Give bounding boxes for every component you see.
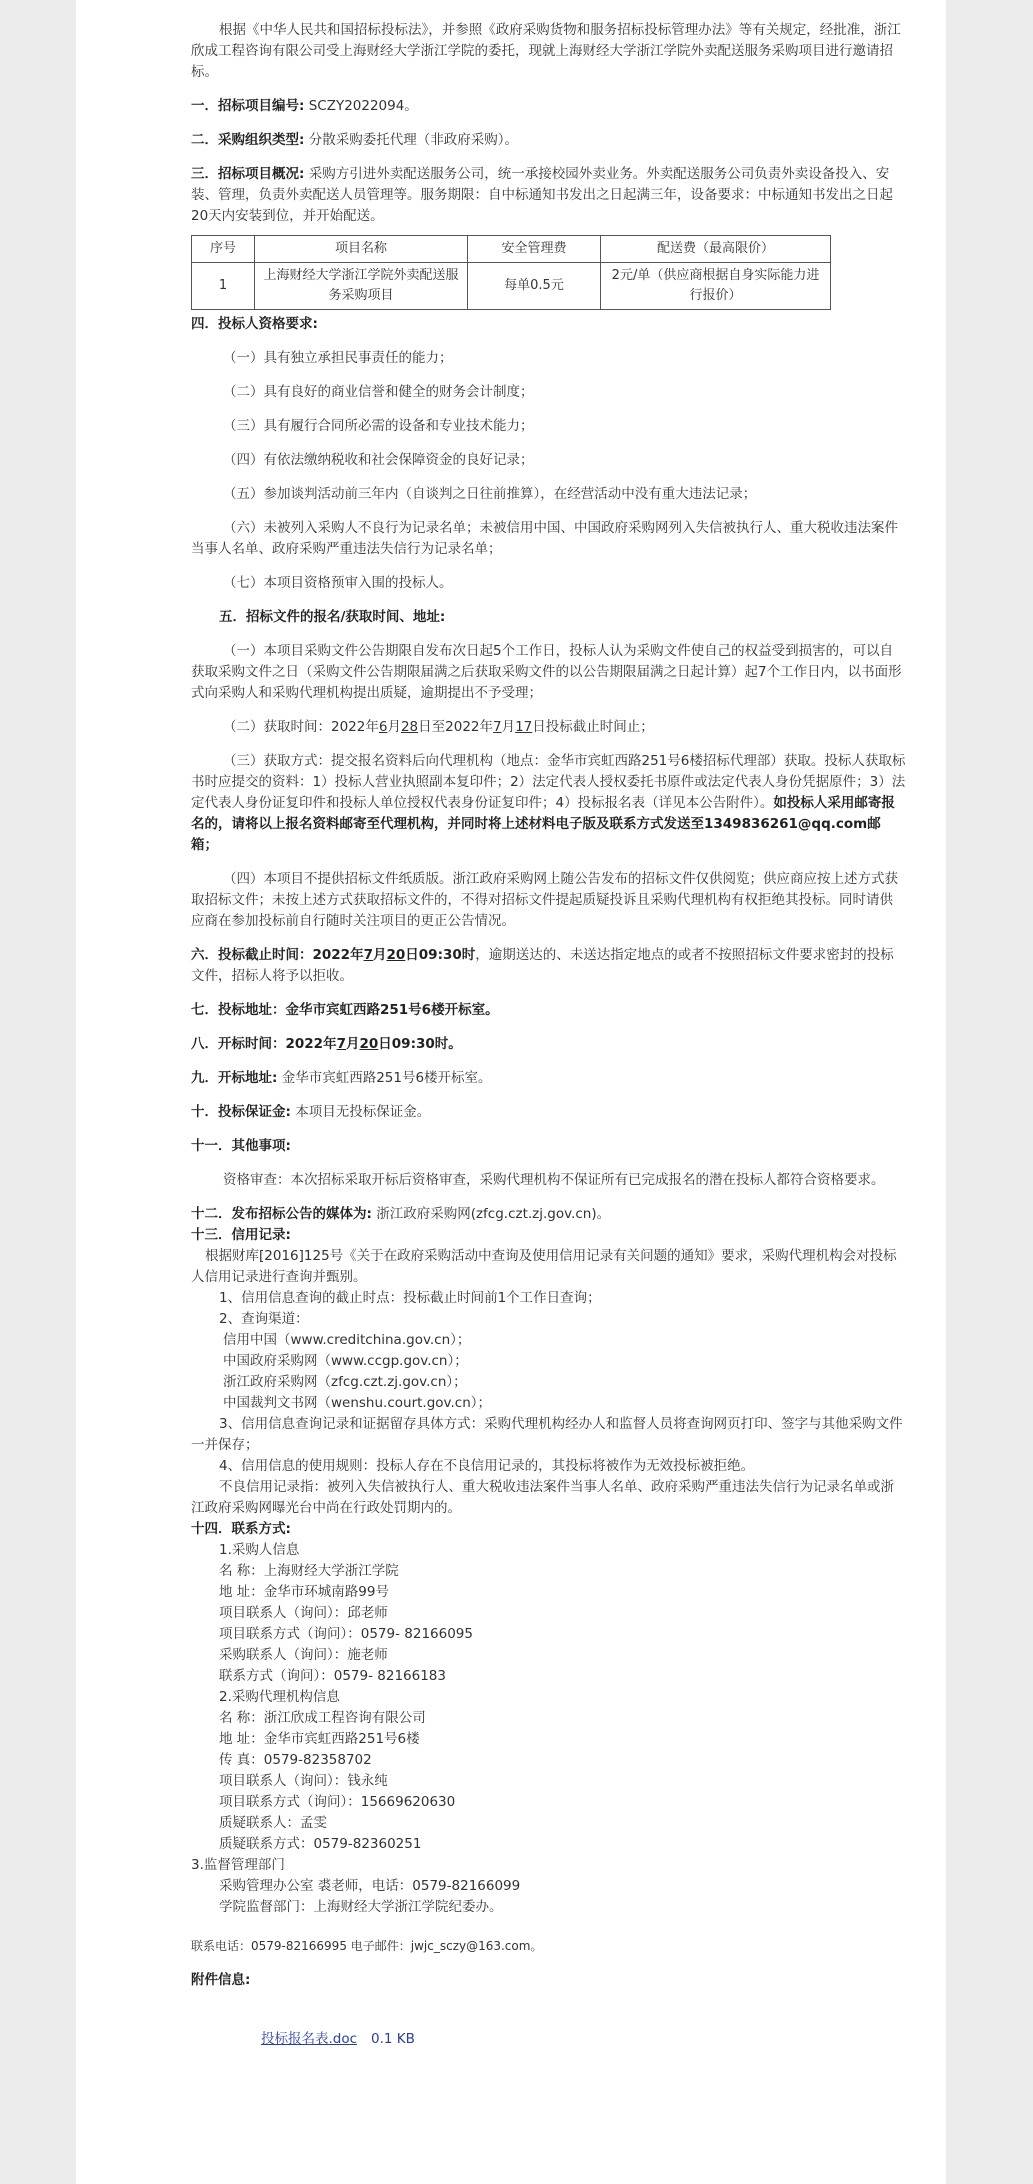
date-day: 20 [359,1036,379,1052]
table-header: 序号 [192,236,255,263]
section-5-p2 [191,717,906,738]
section-10-text: 本项目无投标保证金。 [290,1104,431,1120]
section-3 [191,164,906,227]
contact-line: 名 称：上海财经大学浙江学院 [219,1563,399,1579]
section-1-title: 一．招标项目编号: [191,98,305,114]
section-7: 七．投标地址：金华市宾虹西路251号6楼开标室。 [191,1002,499,1018]
contact-line: 质疑联系方式：0579-82360251 [219,1836,422,1852]
contact-line: 项目联系方式（询问）：15669620630 [219,1794,456,1810]
section-6-title [191,947,475,963]
table-header-row [192,236,831,263]
credit-channel: 信用中国（www.creditchina.gov.cn）； [223,1332,471,1348]
qualification-item: （七）本项目资格预审入围的投标人。 [223,575,453,591]
section-13-title: 十三．信用记录: [191,1227,291,1243]
date-day: 20 [386,947,406,963]
section-4-title: 四．投标人资格要求: [191,316,318,332]
date-month: 7 [493,719,502,735]
footer-contact: 联系电话：0579-82166995 电子邮件：jwjc_sczy@163.com。 [191,1939,543,1953]
text-span: 月 [501,719,516,735]
attachments-title: 附件信息: [191,1972,251,1988]
section-11-text: 资格审查：本次招标采取开标后资格审查，采购代理机构不保证所有已完成报名的潜在投标人都符合资格要求。 [223,1172,885,1188]
qualification-item: （四）有依法缴纳税收和社会保障资金的良好记录； [223,452,534,468]
section-6-text: ，逾期送达的、未送达指定地点的或者不按照招标文件要求密封的投标文件，招标人将予以拒收。 [191,947,894,984]
section-13-intro: 根据财库[2016]125号《关于在政府采购活动中查询及使用信用记录有关问题的通知》要求，采购代理机构会对投标人信用记录进行查询并甄别。 [191,1248,897,1285]
text-span: 日投标截止时间止； [532,719,654,735]
table-header: 项目名称 [255,236,468,263]
credit-rule: 4、信用信息的使用规则：投标人存在不良信用记录的，其投标将被作为无效投标被拒绝。 [219,1458,755,1474]
text-span: 月 [387,719,401,735]
section-12-title: 十二．发布招标公告的媒体为: [191,1206,372,1222]
credit-rule: 1、信用信息查询的截止时点：投标截止时间前1个工作日查询； [219,1290,601,1306]
section-12-text: 浙江政府采购网(zfcg.czt.zj.gov.cn)。 [371,1206,611,1222]
contact-line: 项目联系人（询问）：钱永纯 [219,1773,388,1789]
project-table [191,235,831,310]
section-3-title: 三．招标项目概况: [191,166,305,182]
section-5-p3 [191,751,906,856]
contact-group-title: 2.采购代理机构信息 [219,1689,340,1705]
text-span: 日09:30时。 [378,1036,462,1052]
attachment-size: 0.1 KB [371,2031,415,2047]
date-day: 17 [515,719,533,735]
section-2-title: 二．采购组织类型: [191,132,305,148]
table-cell: 上海财经大学浙江学院外卖配送服务采购项目 [255,263,468,310]
contact-line: 采购管理办公室 裘老师，电话：0579-82166099 [219,1878,521,1894]
text-span: （二）获取时间：2022年 [223,719,379,735]
section-3-text: 采购方引进外卖配送服务公司，统一承接校园外卖业务。外卖配送服务公司负责外卖设备投入、安装、管理，负责外卖配送人员管理等。服务期限：自中标通知书发出之日起满三年，设备要求：中标通知书发出之日起20天内安装到位，并开始配送。 [191,166,893,224]
section-14-title: 十四．联系方式: [191,1521,291,1537]
table-header: 配送费（最高限价） [601,236,831,263]
intro-paragraph: 根据《中华人民共和国招标投标法》，并参照《政府采购货物和服务招标投标管理办法》等有关规定，经批准，浙江欣成工程咨询有限公司受上海财经大学浙江学院的委托，现就上海财经大学浙江学院外卖配送服务采购项目进行邀请招标。 [191,22,901,80]
table-row [192,263,831,310]
attachment-link[interactable]: 投标报名表.doc [261,2031,358,2047]
contact-line: 项目联系方式（询问）：0579- 82166095 [219,1626,473,1642]
contact-group-title: 1.采购人信息 [219,1542,300,1558]
page [76,0,946,2184]
text-span: 六．投标截止时间：2022年 [191,947,364,963]
text-span: 日至2022年 [418,719,493,735]
mail-instruction: 如投标人采用邮寄报名的，请将以上报名资料邮寄至代理机构，并同时将上述材料电子版及联系方式发送至1349836261@qq.com邮箱； [191,795,895,853]
credit-channel: 浙江政府采购网（zfcg.czt.zj.gov.cn）； [223,1374,467,1390]
text-span: 月 [372,947,387,963]
section-5-p4: （四）本项目不提供招标文件纸质版。浙江政府采购网上随公告发布的招标文件仅供阅览；供应商应按上述方式获取招标文件；未按上述方式获取招标文件的，不得对招标文件提起质疑投诉且采购代理机构有权拒绝其投标。同时请供应商在参加投标前自行随时关注项目的更正公告情况。 [191,871,898,929]
qualification-item: （六）未被列入采购人不良行为记录名单；未被信用中国、中国政府采购网列入失信被执行人、重大税收违法案件当事人名单、政府采购严重违法失信行为记录名单； [191,520,898,557]
text-span: 日09:30时 [405,947,476,963]
qualification-item: （三）具有履行合同所必需的设备和专业技术能力； [223,418,534,434]
credit-channel: 中国政府采购网（www.ccgp.gov.cn）； [223,1353,468,1369]
date-month: 6 [378,719,388,735]
contact-line: 地 址：金华市宾虹西路251号6楼 [219,1731,420,1747]
section-9-text: 金华市宾虹西路251号6楼开标室。 [277,1070,492,1086]
contact-line: 学院监督部门：上海财经大学浙江学院纪委办。 [219,1899,503,1915]
section-9 [191,1068,906,1089]
contact-line: 采购联系人（询问）：施老师 [219,1647,388,1663]
credit-rule: 3、信用信息查询记录和证据留存具体方式：采购代理机构经办人和监督人员将查询网页打印、签字与其他采购文件一并保存； [191,1416,903,1453]
date-month: 7 [363,947,373,963]
attachment-row [191,2029,906,2050]
table-cell: 2元/单（供应商根据自身实际能力进行报价） [601,263,831,310]
section-5-title: 五．招标文件的报名/获取时间、地址: [219,609,446,625]
qualification-item: （五）参加谈判活动前三年内（自谈判之日往前推算），在经营活动中没有重大违法记录； [223,486,757,502]
text-span: （三）获取方式：提交报名资料后向代理机构（地点：金华市宾虹西路251号6楼招标代理部）获取。投标人获取标书时应提交的资料：1）投标人营业执照副本复印件；2）法定代表人授权委托书原件或法定代表人身份凭据原件；3）法定代表人身份证复印件和投标人单位授权代表身份证复印件；4）投标报名表（详见本公告附件）。 [191,753,906,811]
credit-channel: 中国裁判文书网（wenshu.court.gov.cn）； [223,1395,492,1411]
section-12 [191,1204,906,1225]
section-5-p1: （一）本项目采购文件公告期限自发布次日起5个工作日，投标人认为采购文件使自己的权益受到损害的，可以自获取采购文件之日（采购文件公告期限届满之后获取采购文件的以公告期限届满之日起计算）起7个工作日内，以书面形式向采购人和采购代理机构提出质疑，逾期提出不予受理； [191,643,902,701]
date-month: 7 [336,1036,346,1052]
qualification-item: （一）具有独立承担民事责任的能力； [223,350,453,366]
text-span: 月 [345,1036,360,1052]
qualification-item: （二）具有良好的商业信誉和健全的财务会计制度； [223,384,534,400]
section-2-text: 分散采购委托代理（非政府采购）。 [304,132,518,148]
contact-line: 传 真：0579-82358702 [219,1752,372,1768]
section-9-title: 九．开标地址: [191,1070,278,1086]
section-1 [191,96,906,117]
table-cell: 每单0.5元 [468,263,601,310]
contact-line: 地 址：金华市环城南路99号 [219,1584,389,1600]
contact-line: 质疑联系人：孟雯 [219,1815,327,1831]
section-13 [191,1225,906,1519]
document-body [191,20,906,2050]
table-cell: 1 [192,263,255,310]
section-10 [191,1102,906,1123]
section-10-title: 十．投标保证金: [191,1104,291,1120]
contact-line: 名 称：浙江欣成工程咨询有限公司 [219,1710,426,1726]
contact-group-title: 3.监督管理部门 [191,1857,285,1873]
section-6 [191,945,906,987]
credit-rule: 2、查询渠道： [219,1311,309,1327]
table-header: 安全管理费 [468,236,601,263]
section-2 [191,130,906,151]
section-8 [191,1034,906,1055]
date-day: 28 [400,719,419,735]
section-11-title: 十一．其他事项: [191,1138,291,1154]
contact-line: 联系方式（询问）：0579- 82166183 [219,1668,446,1684]
section-1-text: SCZY2022094。 [304,98,418,114]
text-span: 八．开标时间：2022年 [191,1036,337,1052]
contact-line: 项目联系人（询问）：邱老师 [219,1605,388,1621]
credit-note: 不良信用记录指：被列入失信被执行人、重大税收违法案件当事人名单、政府采购严重违法失信行为记录名单或浙江政府采购网曝光台中尚在行政处罚期内的。 [191,1479,894,1516]
section-14 [191,1519,906,1918]
